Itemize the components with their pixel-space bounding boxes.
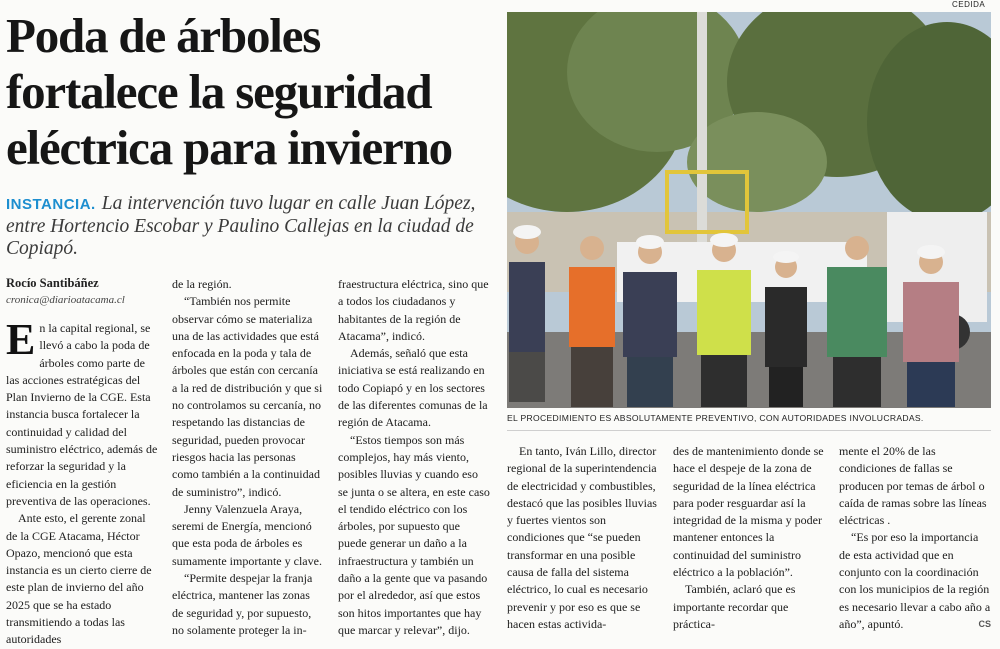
photo-credit: CEDIDA [952,0,986,9]
col5-paragraph-2: También, aclaró que es importante recordar que práctica- [673,582,796,631]
photo-caption: EL PROCEDIMIENTO ES ABSOLUTAMENTE PREVENTIVO, CON AUTORIDADES INVOLUCRADAS. [507,413,924,423]
headline-line-3: eléctrica para invierno [6,120,452,175]
col6-paragraph-2 [839,529,991,633]
caption-divider [507,430,991,431]
article-column-6 [839,443,991,633]
article-column-1 [6,315,158,649]
article-column-4 [507,443,659,633]
article-column-3 [338,276,490,639]
col6-paragraph-2-text: “Es por eso la importancia de esta actividad que en conjunto con la coordinación con los municipios de la región es necesario llevar a cabo año a año”, apuntó. [839,530,991,631]
headline-line-1: Poda de árboles [6,8,321,63]
byline-author: Rocío Santibáñez [6,276,99,290]
col4-paragraph-1: En tanto, Iván Lillo, director regional de la superintendencia de electricidad y combustibles, destacó que las posibles lluvias y fuertes vientos son condiciones que “se pueden transformar en una posible causa de falla del sistema eléctrico, lo cual es necesario prevenir y por eso es que se hacen estas activida- [507,444,657,631]
col2-paragraph-3: Jenny Valenzuela Araya, seremi de Energía, mencionó que esta poda de árboles es sumamente importante y clave. [172,501,322,568]
col6-paragraph-1: mente el 20% de las condiciones de fallas se producen por temas de árbol o caída de ramas sobre las líneas eléctricas . [839,444,987,528]
byline [6,276,166,306]
col2-paragraph-1: de la región. [172,277,232,291]
news-photo [507,12,991,408]
headline [6,8,496,176]
drop-cap: E [6,315,36,364]
col1-paragraph-1: n la capital regional, se llevó a cabo la poda de árboles como parte de las acciones estratégicas del Plan Invierno de la CGE. Esta instancia busca fortalecer la continuidad y calidad del suministro eléctrico, además de reforzar la seguridad y la eficiencia en la gestión preventiva de las operaciones. [6,321,158,508]
headline-line-2: fortalece la seguridad [6,64,432,119]
col1-paragraph-2: Ante esto, el gerente zonal de la CGE Atacama, Héctor Opazo, mencionó que esta instancia es un cierto cierre de este plan de invierno del año 2025 que se ha estado transmitiendo a todas las autoridades [6,511,152,647]
col2-paragraph-2: “También nos permite observar cómo se materializa una de las actividades que está enfocada en la poda y tala de árboles que están con cercanía a la red de distribución y que si no controlamos su cercanía, no respetando las distancias de seguridad, pueden provocar riesgos hacia las personas como también a la continuidad de suministro”, indicó. [172,294,323,499]
end-mark: CS [978,618,991,629]
byline-email: cronica@diarioatacama.cl [6,294,125,306]
col3-paragraph-2: Además, señaló que esta iniciativa se está realizando en todo Copiapó y en los sectores de las diferentes comunas de la región de Atacama. [338,346,488,430]
lede [6,193,496,260]
article-column-2 [172,276,324,639]
lede-tag: INSTANCIA. [6,196,96,213]
col5-paragraph-1: des de mantenimiento donde se hace el despeje de la zona de seguridad de la línea eléctrica para poder resguardar así la integridad de la misma y poder mantener entonces la continuidad del suministro eléctrico a la población”. [673,444,824,580]
col3-paragraph-1: fraestructura eléctrica, sino que a todos los ciudadanos y habitantes de la región de Atacama”, indicó. [338,277,489,343]
col2-paragraph-4: “Permite despejar la franja eléctrica, mantener las zonas de seguridad y, por supuesto, no solamente proteger la in- [172,571,313,637]
article-column-5 [673,443,825,633]
lede-text: La intervención tuvo lugar en calle Juan López, entre Hortencio Escobar y Paulino Callejas en la ciudad de Copiapó. [6,193,476,259]
col3-paragraph-3: “Estos tiempos son más complejos, hay más viento, posibles lluvias y cuando eso se junta o se altera, en este caso el tendido eléctrico con los árboles, por supuesto que puede generar un daño a la infraestructura y también un daño a la gente que va pasando por el alrededor, así que estos son hitos importantes que hay que marcar y relevar”, dijo. [338,432,490,637]
photo-illustration [507,12,991,408]
